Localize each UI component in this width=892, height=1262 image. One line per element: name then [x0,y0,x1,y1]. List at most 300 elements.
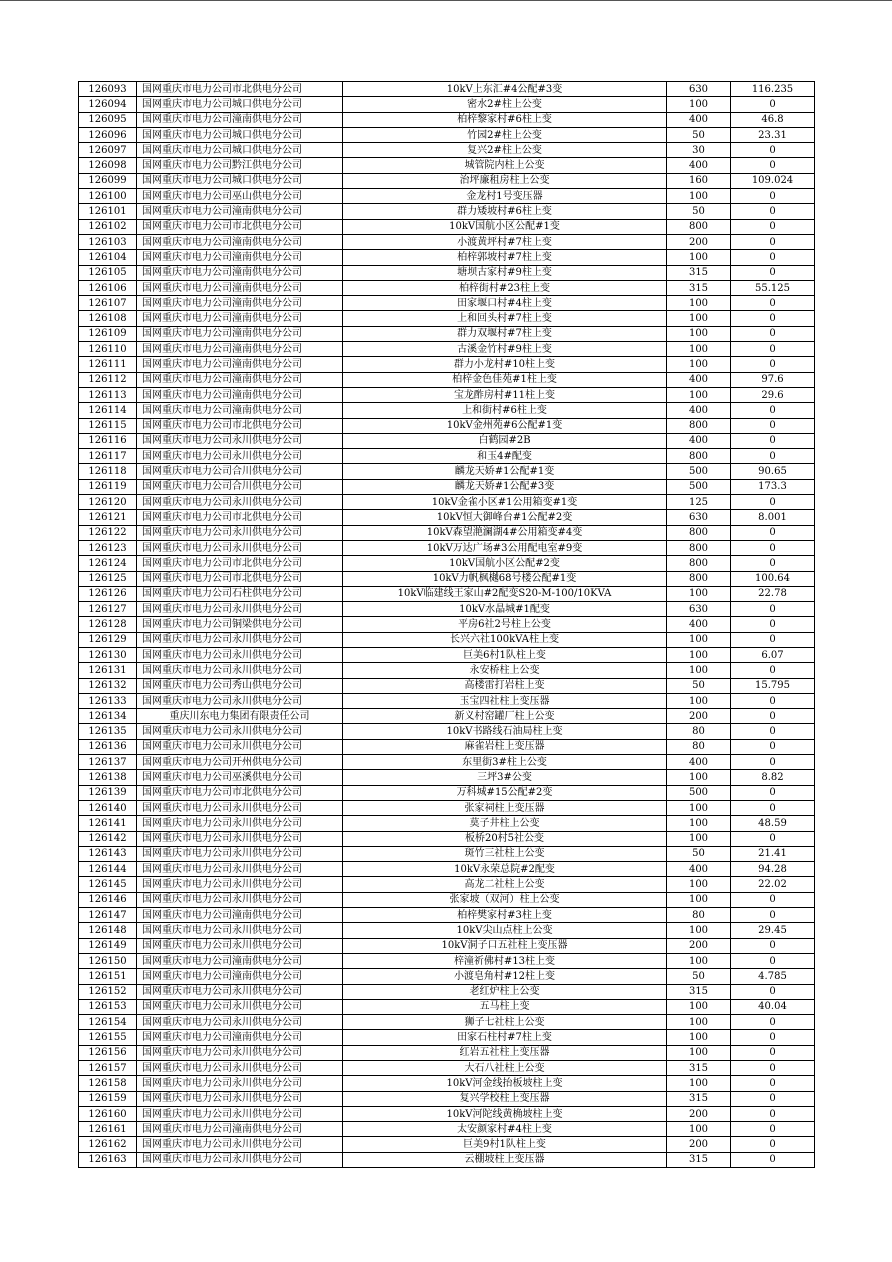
table-row [79,540,815,555]
record-id-cell: 126104 [79,250,137,265]
company-cell: 国网重庆市电力公司永川供电分公司 [137,449,343,464]
table-row [79,984,815,999]
record-id-cell: 126129 [79,632,137,647]
record-id-cell: 126122 [79,525,137,540]
record-id-cell: 126127 [79,602,137,617]
value-cell: 23.31 [731,127,815,142]
company-cell: 国网重庆市电力公司合川供电分公司 [137,479,343,494]
transformer-name-cell: 梓潼祈佛村#13柱上变 [343,953,667,968]
value-cell: 173.3 [731,479,815,494]
value-cell: 0 [731,158,815,173]
transformer-name-cell: 麟龙天娇#1公配#1变 [343,464,667,479]
value-cell: 90.65 [731,464,815,479]
transformer-name-cell: 城管院内柱上公变 [343,158,667,173]
company-cell: 国网重庆市电力公司永川供电分公司 [137,495,343,510]
record-id-cell: 126113 [79,387,137,402]
record-id-cell: 126101 [79,204,137,219]
table-row [79,510,815,525]
transformer-name-cell: 柏梓金色佳苑#1柱上变 [343,372,667,387]
transformer-name-cell: 群力双堰村#7柱上变 [343,326,667,341]
value-cell: 0 [731,709,815,724]
transformer-name-cell: 10kV水晶城#1配变 [343,602,667,617]
transformer-name-cell: 金龙村1号变压器 [343,189,667,204]
table-row [79,739,815,754]
table-row [79,82,815,97]
company-cell: 国网重庆市电力公司巫山供电分公司 [137,189,343,204]
company-cell: 重庆川东电力集团有限责任公司 [137,709,343,724]
capacity-cell: 315 [667,265,731,280]
capacity-cell: 400 [667,433,731,448]
value-cell: 0 [731,693,815,708]
company-cell: 国网重庆市电力公司永川供电分公司 [137,892,343,907]
transformer-name-cell: 万科城#15公配#2变 [343,785,667,800]
value-cell: 0 [731,525,815,540]
table-row [79,969,815,984]
capacity-cell: 315 [667,1152,731,1167]
value-cell: 0 [731,250,815,265]
record-id-cell: 126144 [79,862,137,877]
value-cell: 0 [731,1106,815,1121]
value-cell: 0 [731,189,815,204]
capacity-cell: 100 [667,647,731,662]
capacity-cell: 800 [667,449,731,464]
transformer-name-cell: 大石八社柱上公变 [343,1061,667,1076]
company-cell: 国网重庆市电力公司潼南供电分公司 [137,250,343,265]
record-id-cell: 126123 [79,540,137,555]
capacity-cell: 100 [667,693,731,708]
capacity-cell: 100 [667,1122,731,1137]
company-cell: 国网重庆市电力公司永川供电分公司 [137,999,343,1014]
value-cell: 0 [731,234,815,249]
transformer-name-cell: 小渡黄坪村#7柱上变 [343,234,667,249]
transformer-name-cell: 群力矮坡村#6柱上变 [343,204,667,219]
record-id-cell: 126155 [79,1030,137,1045]
capacity-cell: 50 [667,969,731,984]
table-row [79,892,815,907]
table-row [79,724,815,739]
table-row [79,219,815,234]
table-row [79,800,815,815]
record-id-cell: 126137 [79,755,137,770]
capacity-cell: 100 [667,586,731,601]
capacity-cell: 400 [667,158,731,173]
capacity-cell: 800 [667,525,731,540]
table-row [79,556,815,571]
capacity-cell: 100 [667,97,731,112]
value-cell: 21.41 [731,846,815,861]
table-row [79,755,815,770]
company-cell: 国网重庆市电力公司合川供电分公司 [137,464,343,479]
value-cell: 29.45 [731,923,815,938]
table-row [79,265,815,280]
value-cell: 0 [731,357,815,372]
capacity-cell: 100 [667,831,731,846]
capacity-cell: 100 [667,953,731,968]
table-row [79,923,815,938]
table-row [79,127,815,142]
table-row [79,250,815,265]
record-id-cell: 126107 [79,296,137,311]
record-id-cell: 126135 [79,724,137,739]
value-cell: 0 [731,449,815,464]
record-id-cell: 126125 [79,571,137,586]
table-row [79,770,815,785]
table-row [79,387,815,402]
record-id-cell: 126108 [79,311,137,326]
value-cell: 0 [731,739,815,754]
transformer-name-cell: 白鹤园#2B [343,433,667,448]
value-cell: 0 [731,1152,815,1167]
company-cell: 国网重庆市电力公司永川供电分公司 [137,1106,343,1121]
transformer-name-cell: 10kV金雀小区#1公用箱变#1变 [343,495,667,510]
value-cell: 0 [731,1045,815,1060]
transformer-name-cell: 塘坝古家村#9柱上变 [343,265,667,280]
value-cell: 48.59 [731,816,815,831]
table-row [79,1015,815,1030]
record-id-cell: 126140 [79,800,137,815]
company-cell: 国网重庆市电力公司潼南供电分公司 [137,908,343,923]
table-row [79,632,815,647]
table-row [79,464,815,479]
capacity-cell: 30 [667,143,731,158]
table-row [79,143,815,158]
company-cell: 国网重庆市电力公司潼南供电分公司 [137,296,343,311]
capacity-cell: 400 [667,617,731,632]
value-cell: 0 [731,984,815,999]
record-id-cell: 126152 [79,984,137,999]
company-cell: 国网重庆市电力公司永川供电分公司 [137,938,343,953]
value-cell: 0 [731,204,815,219]
record-id-cell: 126115 [79,418,137,433]
capacity-cell: 100 [667,770,731,785]
transformer-name-cell: 田家堰口村#4柱上变 [343,296,667,311]
value-cell: 29.6 [731,387,815,402]
company-cell: 国网重庆市电力公司永川供电分公司 [137,663,343,678]
capacity-cell: 630 [667,510,731,525]
table-row [79,1091,815,1106]
company-cell: 国网重庆市电力公司潼南供电分公司 [137,1030,343,1045]
company-cell: 国网重庆市电力公司潼南供电分公司 [137,953,343,968]
capacity-cell: 125 [667,495,731,510]
company-cell: 国网重庆市电力公司城口供电分公司 [137,143,343,158]
transformer-name-cell: 10kV永荣总院#2配变 [343,862,667,877]
record-id-cell: 126094 [79,97,137,112]
value-cell: 0 [731,556,815,571]
capacity-cell: 100 [667,189,731,204]
capacity-cell: 315 [667,280,731,295]
value-cell: 0 [731,1091,815,1106]
table-row [79,326,815,341]
company-cell: 国网重庆市电力公司永川供电分公司 [137,1152,343,1167]
table-row [79,1076,815,1091]
capacity-cell: 100 [667,632,731,647]
transformer-name-cell: 10kV国航小区公配#2变 [343,556,667,571]
transformer-name-cell: 10kV河陀线黄桷坡柱上变 [343,1106,667,1121]
record-id-cell: 126096 [79,127,137,142]
company-cell: 国网重庆市电力公司潼南供电分公司 [137,969,343,984]
value-cell: 0 [731,632,815,647]
value-cell: 40.04 [731,999,815,1014]
table-row [79,403,815,418]
transformer-name-cell: 三坪3#公变 [343,770,667,785]
value-cell: 0 [731,219,815,234]
table-row [79,1122,815,1137]
company-cell: 国网重庆市电力公司永川供电分公司 [137,862,343,877]
record-id-cell: 126133 [79,693,137,708]
capacity-cell: 800 [667,556,731,571]
value-cell: 4.785 [731,969,815,984]
table-row [79,602,815,617]
transformer-name-cell: 麻雀岩柱上变压器 [343,739,667,754]
capacity-cell: 400 [667,112,731,127]
capacity-cell: 100 [667,1045,731,1060]
table-row [79,785,815,800]
company-cell: 国网重庆市电力公司市北供电分公司 [137,785,343,800]
table-row [79,97,815,112]
record-id-cell: 126114 [79,403,137,418]
transformer-name-cell: 10kV力帆枫樾68号楼公配#1变 [343,571,667,586]
capacity-cell: 400 [667,403,731,418]
transformer-name-cell: 复兴2#柱上公变 [343,143,667,158]
record-id-cell: 126110 [79,342,137,357]
capacity-cell: 630 [667,602,731,617]
company-cell: 国网重庆市电力公司城口供电分公司 [137,173,343,188]
value-cell: 0 [731,892,815,907]
table-row [79,311,815,326]
capacity-cell: 100 [667,892,731,907]
record-id-cell: 126150 [79,953,137,968]
capacity-cell: 800 [667,571,731,586]
value-cell: 0 [731,1122,815,1137]
capacity-cell: 100 [667,999,731,1014]
record-id-cell: 126093 [79,82,137,97]
record-id-cell: 126158 [79,1076,137,1091]
table-row [79,296,815,311]
transformer-name-cell: 板桥20村5社公变 [343,831,667,846]
capacity-cell: 800 [667,540,731,555]
transformer-name-cell: 密水2#柱上公变 [343,97,667,112]
transformer-name-cell: 云棚坡柱上变压器 [343,1152,667,1167]
capacity-cell: 630 [667,82,731,97]
table-row [79,571,815,586]
transformer-name-cell: 巨美9村1队柱上变 [343,1137,667,1152]
transformer-name-cell: 上和街村#6柱上变 [343,403,667,418]
transformer-name-cell: 永安桥柱上公变 [343,663,667,678]
transformer-name-cell: 老红炉柱上公变 [343,984,667,999]
value-cell: 46.8 [731,112,815,127]
value-cell: 55.125 [731,280,815,295]
record-id-cell: 126111 [79,357,137,372]
company-cell: 国网重庆市电力公司潼南供电分公司 [137,403,343,418]
value-cell: 0 [731,1061,815,1076]
table-row [79,158,815,173]
capacity-cell: 100 [667,250,731,265]
record-id-cell: 126161 [79,1122,137,1137]
record-id-cell: 126117 [79,449,137,464]
capacity-cell: 100 [667,816,731,831]
transformer-name-cell: 10kV书路线石油局柱上变 [343,724,667,739]
capacity-cell: 50 [667,678,731,693]
value-cell: 0 [731,831,815,846]
capacity-cell: 100 [667,1030,731,1045]
table-row [79,831,815,846]
record-id-cell: 126146 [79,892,137,907]
record-id-cell: 126131 [79,663,137,678]
table-row [79,877,815,892]
company-cell: 国网重庆市电力公司城口供电分公司 [137,97,343,112]
record-id-cell: 126154 [79,1015,137,1030]
capacity-cell: 100 [667,1015,731,1030]
table-row [79,449,815,464]
record-id-cell: 126145 [79,877,137,892]
record-id-cell: 126143 [79,846,137,861]
company-cell: 国网重庆市电力公司永川供电分公司 [137,602,343,617]
transformer-data-table [78,81,815,1168]
company-cell: 国网重庆市电力公司潼南供电分公司 [137,387,343,402]
page-top-rule [0,0,892,1]
record-id-cell: 126148 [79,923,137,938]
table-row [79,479,815,494]
company-cell: 国网重庆市电力公司潼南供电分公司 [137,342,343,357]
value-cell: 8.82 [731,770,815,785]
record-id-cell: 126141 [79,816,137,831]
table-row [79,234,815,249]
value-cell: 0 [731,724,815,739]
value-cell: 0 [731,1137,815,1152]
record-id-cell: 126102 [79,219,137,234]
value-cell: 0 [731,311,815,326]
transformer-name-cell: 莫子井柱上公变 [343,816,667,831]
record-id-cell: 126142 [79,831,137,846]
company-cell: 国网重庆市电力公司潼南供电分公司 [137,311,343,326]
company-cell: 国网重庆市电力公司永川供电分公司 [137,846,343,861]
transformer-name-cell: 斑竹三社柱上公变 [343,846,667,861]
transformer-name-cell: 田家石柱村#7柱上变 [343,1030,667,1045]
company-cell: 国网重庆市电力公司市北供电分公司 [137,556,343,571]
transformer-name-cell: 10kV临建线王家山#2配变S20-M-100/10KVA [343,586,667,601]
company-cell: 国网重庆市电力公司永川供电分公司 [137,1045,343,1060]
record-id-cell: 126139 [79,785,137,800]
transformer-name-cell: 张家祠柱上变压器 [343,800,667,815]
record-id-cell: 126105 [79,265,137,280]
record-id-cell: 126162 [79,1137,137,1152]
value-cell: 0 [731,433,815,448]
transformer-name-cell: 柏梓黎家村#6柱上变 [343,112,667,127]
company-cell: 国网重庆市电力公司永川供电分公司 [137,923,343,938]
value-cell: 0 [731,342,815,357]
record-id-cell: 126098 [79,158,137,173]
table-row [79,663,815,678]
company-cell: 国网重庆市电力公司永川供电分公司 [137,1137,343,1152]
capacity-cell: 200 [667,234,731,249]
company-cell: 国网重庆市电力公司永川供电分公司 [137,632,343,647]
value-cell: 0 [731,1015,815,1030]
capacity-cell: 400 [667,755,731,770]
transformer-name-cell: 10kV金州苑#6公配#1变 [343,418,667,433]
capacity-cell: 100 [667,357,731,372]
table-row [79,525,815,540]
capacity-cell: 200 [667,1106,731,1121]
capacity-cell: 80 [667,908,731,923]
record-id-cell: 126097 [79,143,137,158]
capacity-cell: 100 [667,800,731,815]
company-cell: 国网重庆市电力公司永川供电分公司 [137,647,343,662]
record-id-cell: 126151 [79,969,137,984]
record-id-cell: 126095 [79,112,137,127]
company-cell: 国网重庆市电力公司铜梁供电分公司 [137,617,343,632]
transformer-name-cell: 五马柱上变 [343,999,667,1014]
capacity-cell: 100 [667,311,731,326]
record-id-cell: 126116 [79,433,137,448]
company-cell: 国网重庆市电力公司潼南供电分公司 [137,357,343,372]
value-cell: 22.02 [731,877,815,892]
company-cell: 国网重庆市电力公司潼南供电分公司 [137,204,343,219]
company-cell: 国网重庆市电力公司潼南供电分公司 [137,265,343,280]
record-id-cell: 126112 [79,372,137,387]
table-row [79,433,815,448]
record-id-cell: 126157 [79,1061,137,1076]
record-id-cell: 126160 [79,1106,137,1121]
company-cell: 国网重庆市电力公司市北供电分公司 [137,418,343,433]
transformer-name-cell: 复兴学校柱上变压器 [343,1091,667,1106]
company-cell: 国网重庆市电力公司黔江供电分公司 [137,158,343,173]
value-cell: 0 [731,97,815,112]
value-cell: 15.795 [731,678,815,693]
record-id-cell: 126109 [79,326,137,341]
transformer-name-cell: 高楼雷打岩柱上变 [343,678,667,693]
transformer-name-cell: 上和回头村#7柱上变 [343,311,667,326]
value-cell: 0 [731,143,815,158]
capacity-cell: 500 [667,785,731,800]
capacity-cell: 315 [667,1061,731,1076]
capacity-cell: 100 [667,877,731,892]
transformer-name-cell: 麟龙天娇#1公配#3变 [343,479,667,494]
capacity-cell: 50 [667,127,731,142]
capacity-cell: 100 [667,663,731,678]
value-cell: 0 [731,602,815,617]
capacity-cell: 80 [667,739,731,754]
table-row [79,647,815,662]
record-id-cell: 126138 [79,770,137,785]
record-id-cell: 126120 [79,495,137,510]
record-id-cell: 126121 [79,510,137,525]
transformer-name-cell: 柏梓樊家村#3柱上变 [343,908,667,923]
transformer-name-cell: 柏梓郭坡村#7柱上变 [343,250,667,265]
record-id-cell: 126153 [79,999,137,1014]
value-cell: 0 [731,403,815,418]
value-cell: 0 [731,800,815,815]
table-row [79,1045,815,1060]
capacity-cell: 200 [667,1137,731,1152]
transformer-name-cell: 小渡皂角村#12柱上变 [343,969,667,984]
value-cell: 0 [731,265,815,280]
transformer-name-cell: 宝龙酢房村#11柱上变 [343,387,667,402]
record-id-cell: 126124 [79,556,137,571]
company-cell: 国网重庆市电力公司开州供电分公司 [137,755,343,770]
value-cell: 116.235 [731,82,815,97]
record-id-cell: 126099 [79,173,137,188]
company-cell: 国网重庆市电力公司市北供电分公司 [137,82,343,97]
company-cell: 国网重庆市电力公司潼南供电分公司 [137,112,343,127]
record-id-cell: 126106 [79,280,137,295]
value-cell: 0 [731,540,815,555]
company-cell: 国网重庆市电力公司永川供电分公司 [137,984,343,999]
capacity-cell: 315 [667,984,731,999]
record-id-cell: 126163 [79,1152,137,1167]
value-cell: 0 [731,785,815,800]
table-row [79,586,815,601]
company-cell: 国网重庆市电力公司永川供电分公司 [137,540,343,555]
